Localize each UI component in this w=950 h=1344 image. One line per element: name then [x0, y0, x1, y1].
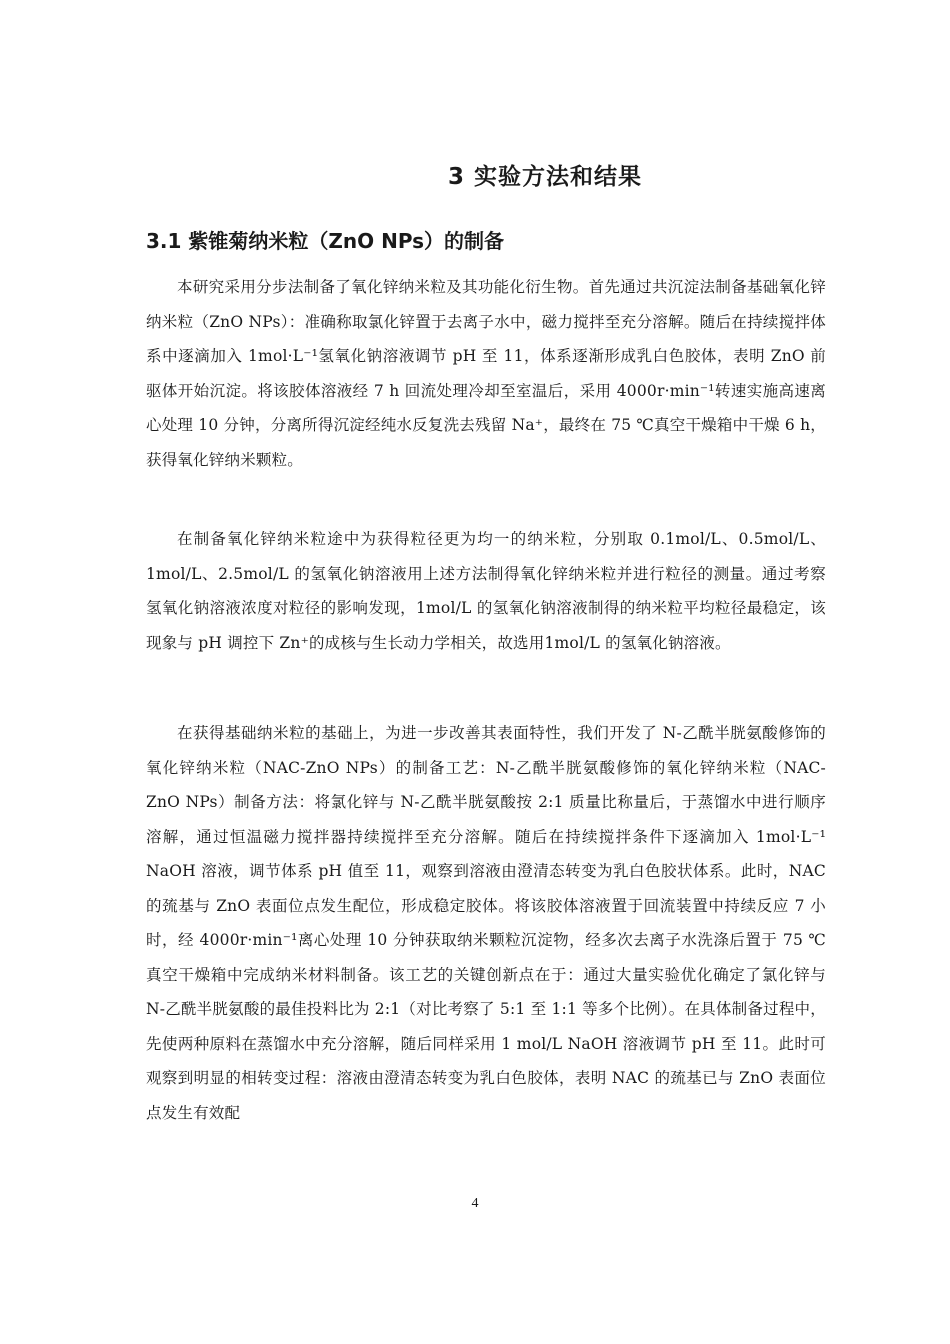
paragraph-naoh-concentration — [146, 522, 826, 660]
paragraph-zno-preparation — [146, 270, 826, 477]
paragraph-nac-zno-preparation — [146, 716, 826, 1130]
section-title: 3.1 紫锥菊纳米粒（ZnO NPs）的制备 — [146, 229, 505, 253]
paragraph-text: 在获得基础纳米粒的基础上，为进一步改善其表面特性，我们开发了 N-乙酰半胱氨酸修饰的氧化锌纳米粒（NAC-ZnO NPs）的制备工艺：N-乙酰半胱氨酸修饰的氧化锌纳米粒（NAC-ZnO NPs）制备方法：将氯化锌与 N-乙酰半胱氨酸按 2:1 质量比称量后，于蒸馏水中进行顺序溶解，通过恒温磁力搅拌器持续搅拌至充分溶解。随后在持续搅拌条件下逐滴加入 1mol·L⁻¹ NaOH 溶液，调节体系 pH 值至 11，观察到溶液由澄清态转变为乳白色胶状体系。此时，NAC 的巯基与 ZnO 表面位点发生配位，形成稳定胶体。将该胶体溶液置于回流装置中持续反应 7 小时，经 4000r·min⁻¹离心处理 10 分钟获取纳米颗粒沉淀物，经多次去离子水洗涤后置于 75 ℃真空干燥箱中完成纳米材料制备。该工艺的关键创新点在于：通过大量实验优化确定了氯化锌与 N-乙酰半胱氨酸的最佳投料比为 2:1（对比考察了 5:1 至 1:1 等多个比例）。在具体制备过程中，先使两种原料在蒸馏水中充分溶解，随后同样采用 1 mol/L NaOH 溶液调节 pH 至 11。此时可观察到明显的相转变过程：溶液由澄清态转变为乳白色胶体，表明 NAC 的巯基已与 ZnO 表面位点发生有效配 — [146, 724, 826, 1122]
paragraph-text: 在制备氧化锌纳米粒途中为获得粒径更为均一的纳米粒，分别取 0.1mol/L、0.5mol/L、1mol/L、2.5mol/L 的氢氧化钠溶液用上述方法制得氧化锌纳米粒并进行粒径的测量。通过考察氢氧化钠溶液浓度对粒径的影响发现，1mol/L 的氢氧化钠溶液制得的纳米粒平均粒径最稳定，该现象与 pH 调控下 Zn⁺的成核与生长动力学相关，故选用1mol/L 的氢氧化钠溶液。 — [146, 530, 826, 652]
chapter-title: 3 实验方法和结果 — [447, 164, 642, 190]
page-number: 4 — [471, 1196, 479, 1211]
paragraph-text: 本研究采用分步法制备了氧化锌纳米粒及其功能化衍生物。首先通过共沉淀法制备基础氧化锌纳米粒（ZnO NPs）：准确称取氯化锌置于去离子水中，磁力搅拌至充分溶解。随后在持续搅拌体系中逐滴加入 1mol·L⁻¹氢氧化钠溶液调节 pH 至 11，体系逐渐形成乳白色胶体，表明 ZnO 前驱体开始沉淀。将该胶体溶液经 7 h 回流处理冷却至室温后，采用 4000r·min⁻¹转速实施高速离心处理 10 分钟，分离所得沉淀经纯水反复洗去残留 Na⁺，最终在 75 ℃真空干燥箱中干燥 6 h，获得氧化锌纳米颗粒。 — [146, 278, 826, 469]
